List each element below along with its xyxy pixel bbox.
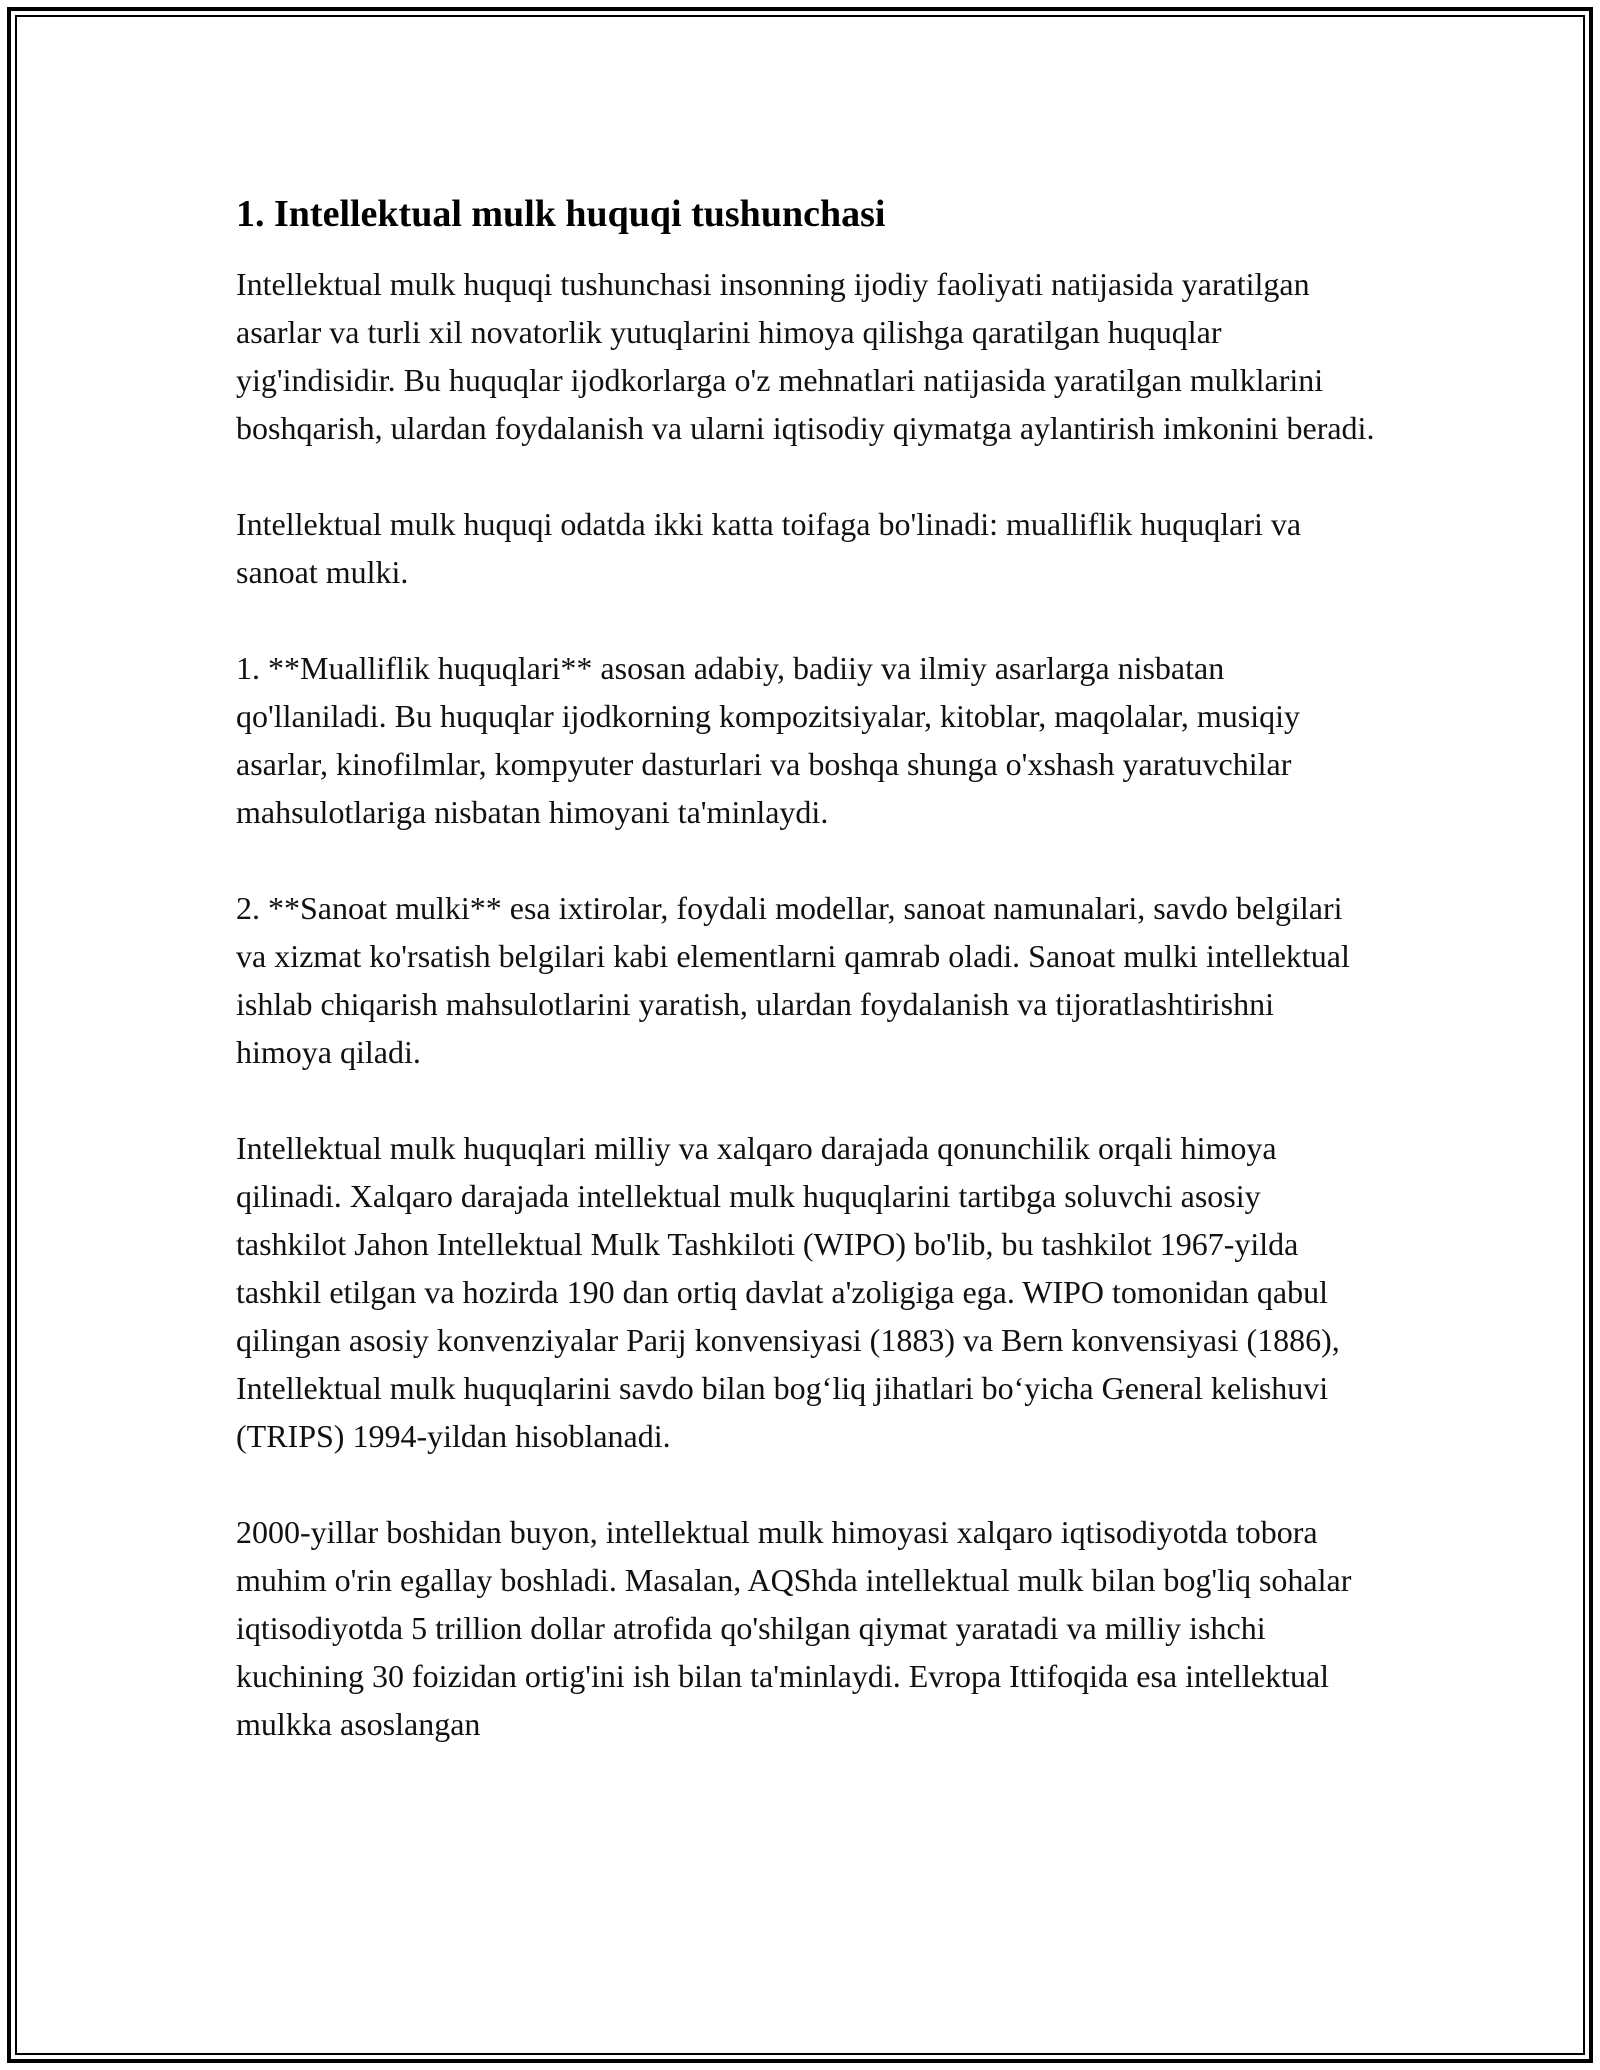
paragraph-copyright: 1. **Mualliflik huquqlari** asosan adabiy, badiiy va ilmiy asarlarga nisbatan qo'llaniladi. Bu huquqlar ijodkorning kompozitsiyalar, kitoblar, maqolalar, musiqiy asarlar, kinofilmlar, kompyuter dasturlari va boshqa shunga o'xshash yaratuvchilar mahsulotlariga nisbatan himoyani ta'minlaydi. — [236, 650, 1300, 830]
paragraph-industrial-property: 2. **Sanoat mulki** esa ixtirolar, foydali modellar, sanoat namunalari, savdo belgilari va xizmat ko'rsatish belgilari kabi elementlarni qamrab oladi. Sanoat mulki intellektual ishlab chiqarish mahsulotlarini yaratish, ulardan foydalanish va tijoratlashtirishni himoya qiladi. — [236, 890, 1350, 1070]
paragraph-wipo: Intellektual mulk huquqlari milliy va xalqaro darajada qonunchilik orqali himoya qilinadi. Xalqaro darajada intellektual mulk huquqlarini tartibga soluvchi asosiy tashkilot Jahon Intellektual Mulk Tashkiloti (WIPO) bo'lib, bu tashkilot 1967-yilda tashkil etilgan va hozirda 190 dan ortiq davlat a'zoligiga ega. WIPO tomonidan qabul qilingan asosiy konvenziyalar Parij konvensiyasi (1883) va Bern konvensiyasi (1886), Intellektual mulk huquqlarini savdo bilan bog‘liq jihatlari bo‘yicha General kelishuvi (TRIPS) 1994-yildan hisoblanadi. — [236, 1130, 1340, 1454]
document-body — [236, 188, 1376, 1796]
paragraph-definition: Intellektual mulk huquqi tushunchasi insonning ijodiy faoliyati natijasida yaratilgan asarlar va turli xil novatorlik yutuqlarini himoya qilishga qaratilgan huquqlar yig'indisidir. Bu huquqlar ijodkorlarga o'z mehnatlari natijasida yaratilgan mulklarini boshqarish, ulardan foydalanish va ularni iqtisodiy qiymatga aylantirish imkonini beradi. — [236, 266, 1375, 446]
section-heading: 1. Intellektual mulk huquqi tushunchasi — [236, 193, 886, 235]
paragraph-economy: 2000-yillar boshidan buyon, intellektual mulk himoyasi xalqaro iqtisodiyotda tobora muhim o'rin egallay boshladi. Masalan, AQShda intellektual mulk bilan bog'liq sohalar iqtisodiyotda 5 trillion dollar atrofida qo'shilgan qiymat yaratadi va milliy ishchi kuchining 30 foizidan ortig'ini ish bilan ta'minlaydi. Evropa Ittifoqida esa intellektual mulkka asoslangan — [236, 1514, 1352, 1742]
paragraph-categories: Intellektual mulk huquqi odatda ikki katta toifaga bo'linadi: mualliflik huquqlari va sanoat mulki. — [236, 506, 1302, 590]
